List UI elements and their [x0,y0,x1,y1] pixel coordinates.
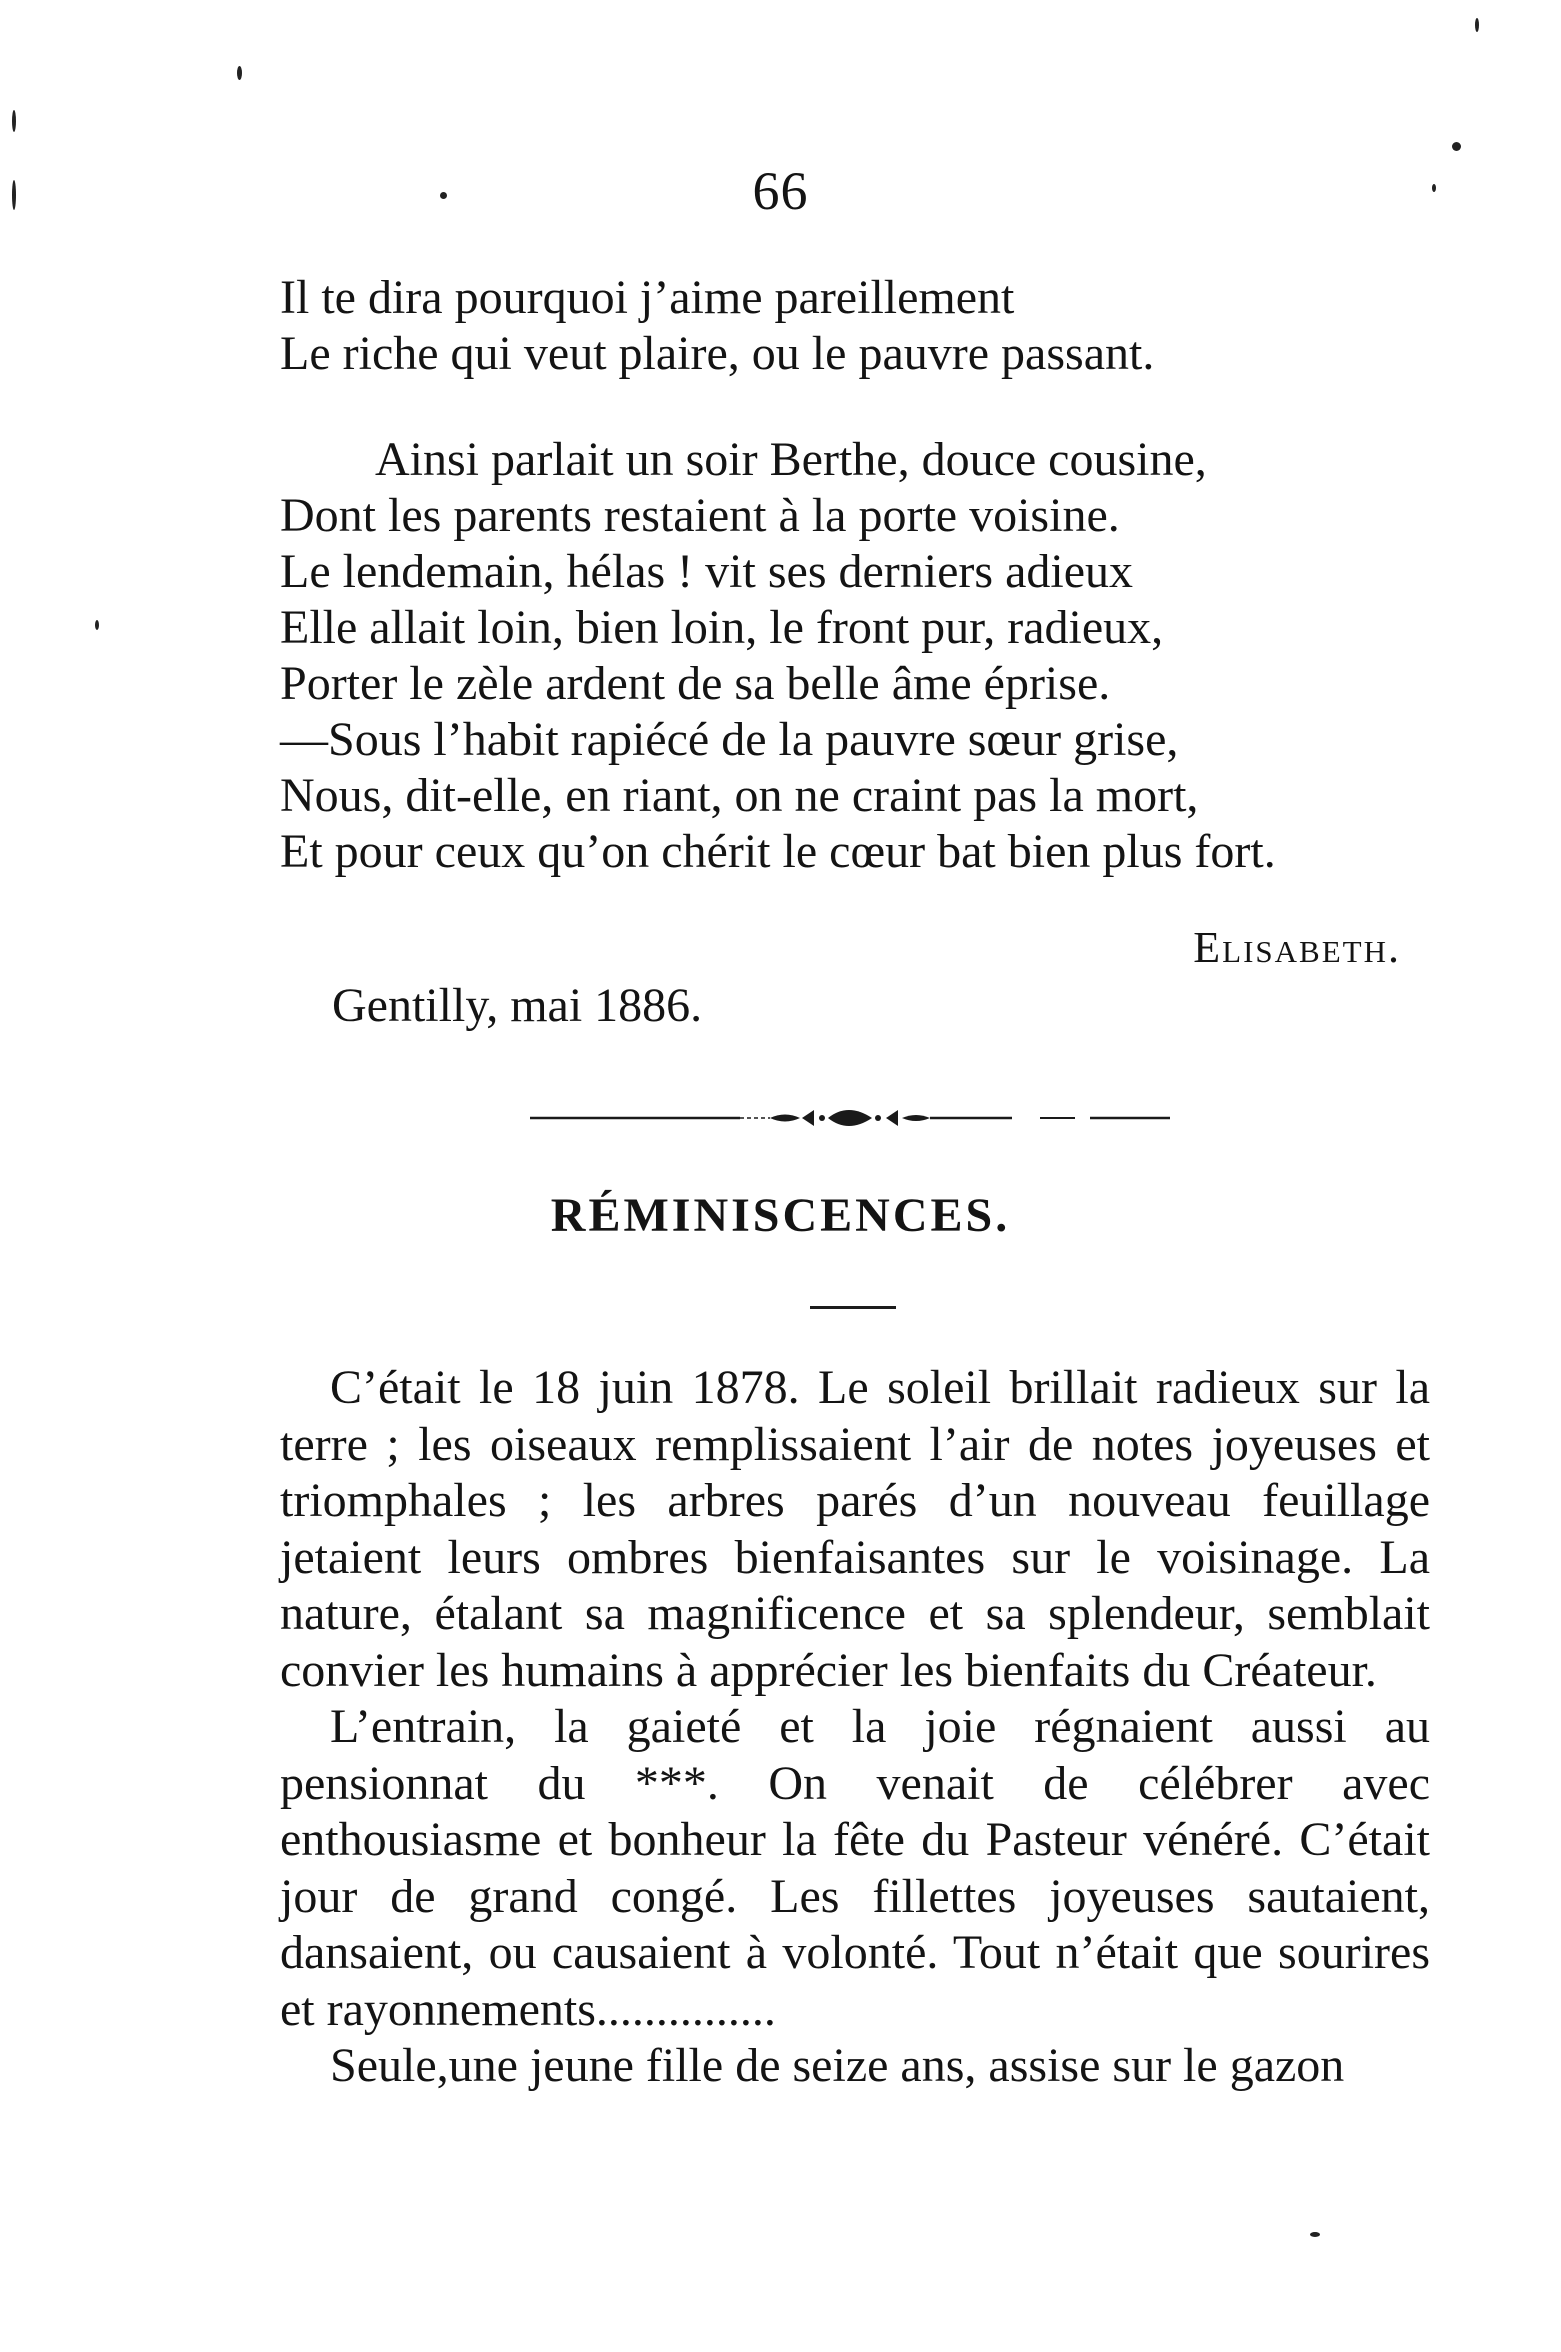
decorative-divider [530,1098,1230,1138]
poem-line: Dont les parents restaient à la porte voisine. [280,489,1120,542]
scan-speck [1452,142,1461,151]
poem-line: Et pour ceux qu’on chérit le cœur bat bien plus fort. [280,825,1276,878]
poem-line: Nous, dit-elle, en riant, on ne craint pas la mort, [280,769,1199,822]
prose-body [280,1360,1430,2095]
paragraph: L’entrain, la gaieté et la joie régnaient aussi au pensionnat du ***. On venait de célébrer avec enthousiasme et bonheur la fête du Pasteur vénéré. C’était jour de grand congé. Les fillettes joyeuses sautaient, dansaient, ou causaient à volonté. Tout n’était que sourires et rayonnements............... [280,1700,1430,2036]
poem-line: Il te dira pourquoi j’aime pareillement [280,271,1015,324]
scan-speck [12,110,16,132]
section-title: RÉMINISCENCES. [550,1189,1011,1242]
poem-line: —Sous l’habit rapiécé de la pauvre sœur grise, [280,713,1179,766]
poem-line: Le lendemain, hélas ! vit ses derniers adieux [280,545,1134,598]
paragraph: C’était le 18 juin 1878. Le soleil brillait radieux sur la terre ; les oiseaux remplissaient l’air de notes joyeuses et triomphales ; les arbres parés d’un nouveau feuillage jetaient leurs ombres bienfaisantes sur le voisinage. La nature, étalant sa magnificence et sa splendeur, semblait convier les humains à apprécier les bienfaits du Créateur. [280,1361,1430,1697]
poem-line: Le riche qui veut plaire, ou le pauvre passant. [280,327,1155,380]
poem-line: Porter le zèle ardent de sa belle âme éprise. [280,657,1111,710]
stanza-gap [280,382,1450,432]
poem-line: Elle allait loin, bien loin, le front pur, radieux, [280,601,1164,654]
poem-signature: Elisabeth. [1193,923,1401,972]
scan-speck [237,66,242,80]
poem [280,270,1450,880]
title-rule [810,1306,896,1309]
paragraph: Seule,une jeune fille de seize ans, assise sur le gazon [330,2039,1345,2092]
scan-speck [95,620,99,630]
poem-line: Ainsi parlait un soir Berthe, douce cousine, [375,433,1207,486]
scan-speck [1310,2232,1320,2237]
poem-place-date: Gentilly, mai 1886. [332,979,703,1032]
scan-speck [1475,18,1479,32]
page-number: 66 [752,161,809,221]
